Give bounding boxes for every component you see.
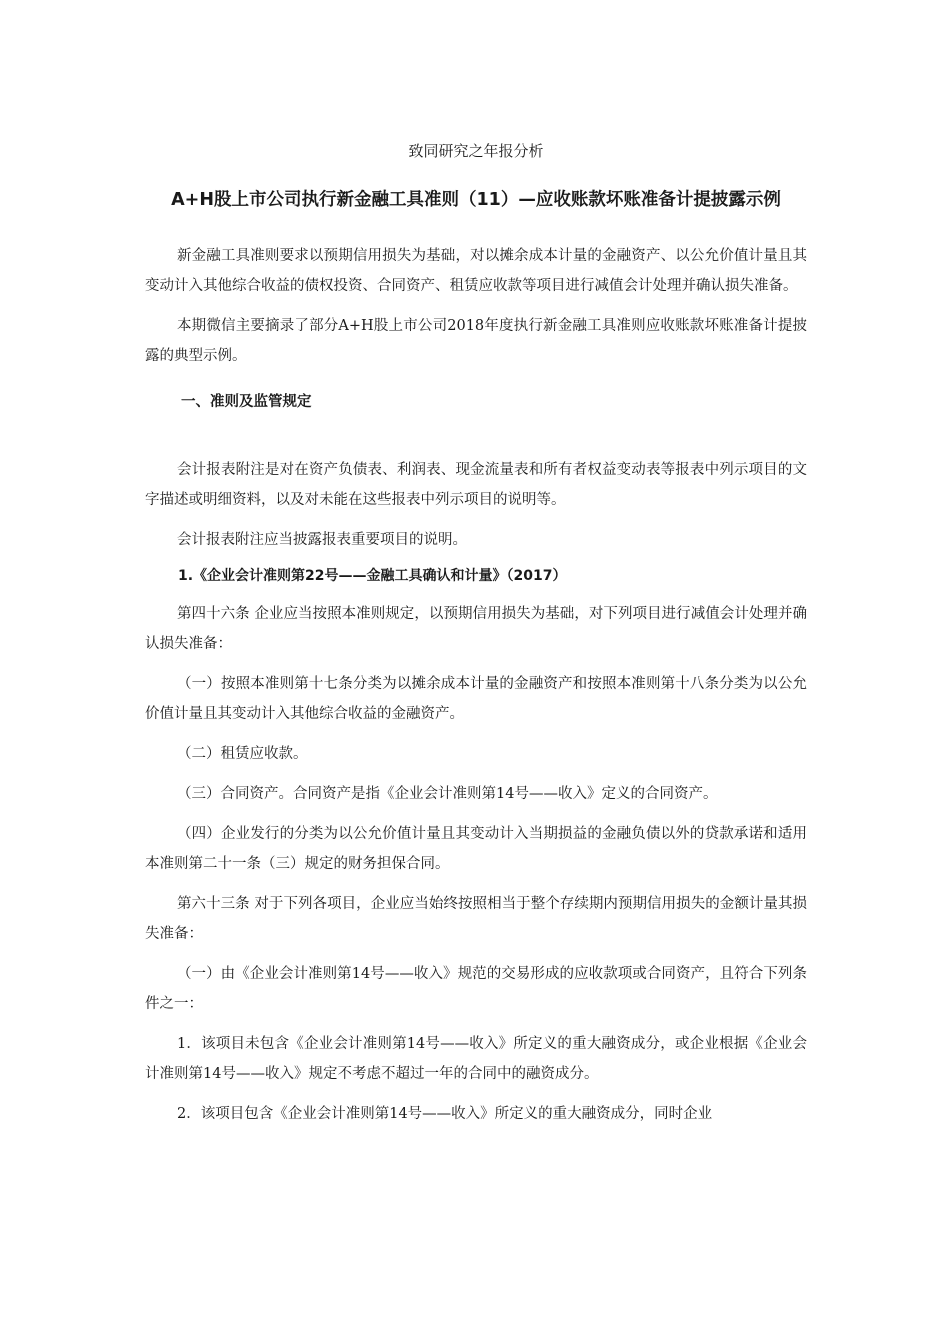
document-subtitle: 致同研究之年报分析	[408, 142, 544, 160]
intro-paragraph: 本期微信主要摘录了部分A+H股上市公司2018年度执行新金融工具准则应收账款坏账准备计提披露的典型示例。	[145, 318, 807, 364]
article-paragraph: （四）企业发行的分类为以公允价值计量且其变动计入当期损益的金融负债以外的贷款承诺和适用本准则第二十一条（三）规定的财务担保合同。	[145, 826, 807, 872]
article-paragraph: （二）租赁应收款。	[177, 746, 308, 762]
section-paragraph: 会计报表附注是对在资产负债表、利润表、现金流量表和所有者权益变动表等报表中列示项目的文字描述或明细资料，以及对未能在这些报表中列示项目的说明等。	[145, 462, 807, 508]
document-title: A+H股上市公司执行新金融工具准则（11）—应收账款坏账准备计提披露示例	[171, 190, 781, 210]
subsection-heading: 1.《企业会计准则第22号——金融工具确认和计量》（2017）	[178, 568, 567, 584]
article-paragraph: （一）由《企业会计准则第14号——收入》规范的交易形成的应收款项或合同资产，且符合下列条件之一：	[145, 966, 807, 1012]
intro-paragraph: 新金融工具准则要求以预期信用损失为基础，对以摊余成本计量的金融资产、以公允价值计量且其变动计入其他综合收益的债权投资、合同资产、租赁应收款等项目进行减值会计处理并确认损失准备。	[145, 248, 807, 294]
article-paragraph: （三）合同资产。合同资产是指《企业会计准则第14号——收入》定义的合同资产。	[177, 786, 718, 802]
article-paragraph: 第四十六条 企业应当按照本准则规定，以预期信用损失为基础，对下列项目进行减值会计处理并确认损失准备：	[145, 606, 807, 652]
section-heading: 一、准则及监管规定	[181, 394, 312, 410]
article-paragraph: 2．该项目包含《企业会计准则第14号——收入》所定义的重大融资成分，同时企业	[177, 1106, 713, 1122]
article-paragraph: 1．该项目未包含《企业会计准则第14号——收入》所定义的重大融资成分，或企业根据《企业会计准则第14号——收入》规定不考虑不超过一年的合同中的融资成分。	[145, 1036, 807, 1082]
document-body	[145, 140, 807, 1139]
article-paragraph: 第六十三条 对于下列各项目，企业应当始终按照相当于整个存续期内预期信用损失的金额计量其损失准备：	[145, 896, 807, 942]
article-paragraph: （一）按照本准则第十七条分类为以摊余成本计量的金融资产和按照本准则第十八条分类为以公允价值计量且其变动计入其他综合收益的金融资产。	[145, 676, 807, 722]
section-paragraph: 会计报表附注应当披露报表重要项目的说明。	[177, 532, 467, 548]
